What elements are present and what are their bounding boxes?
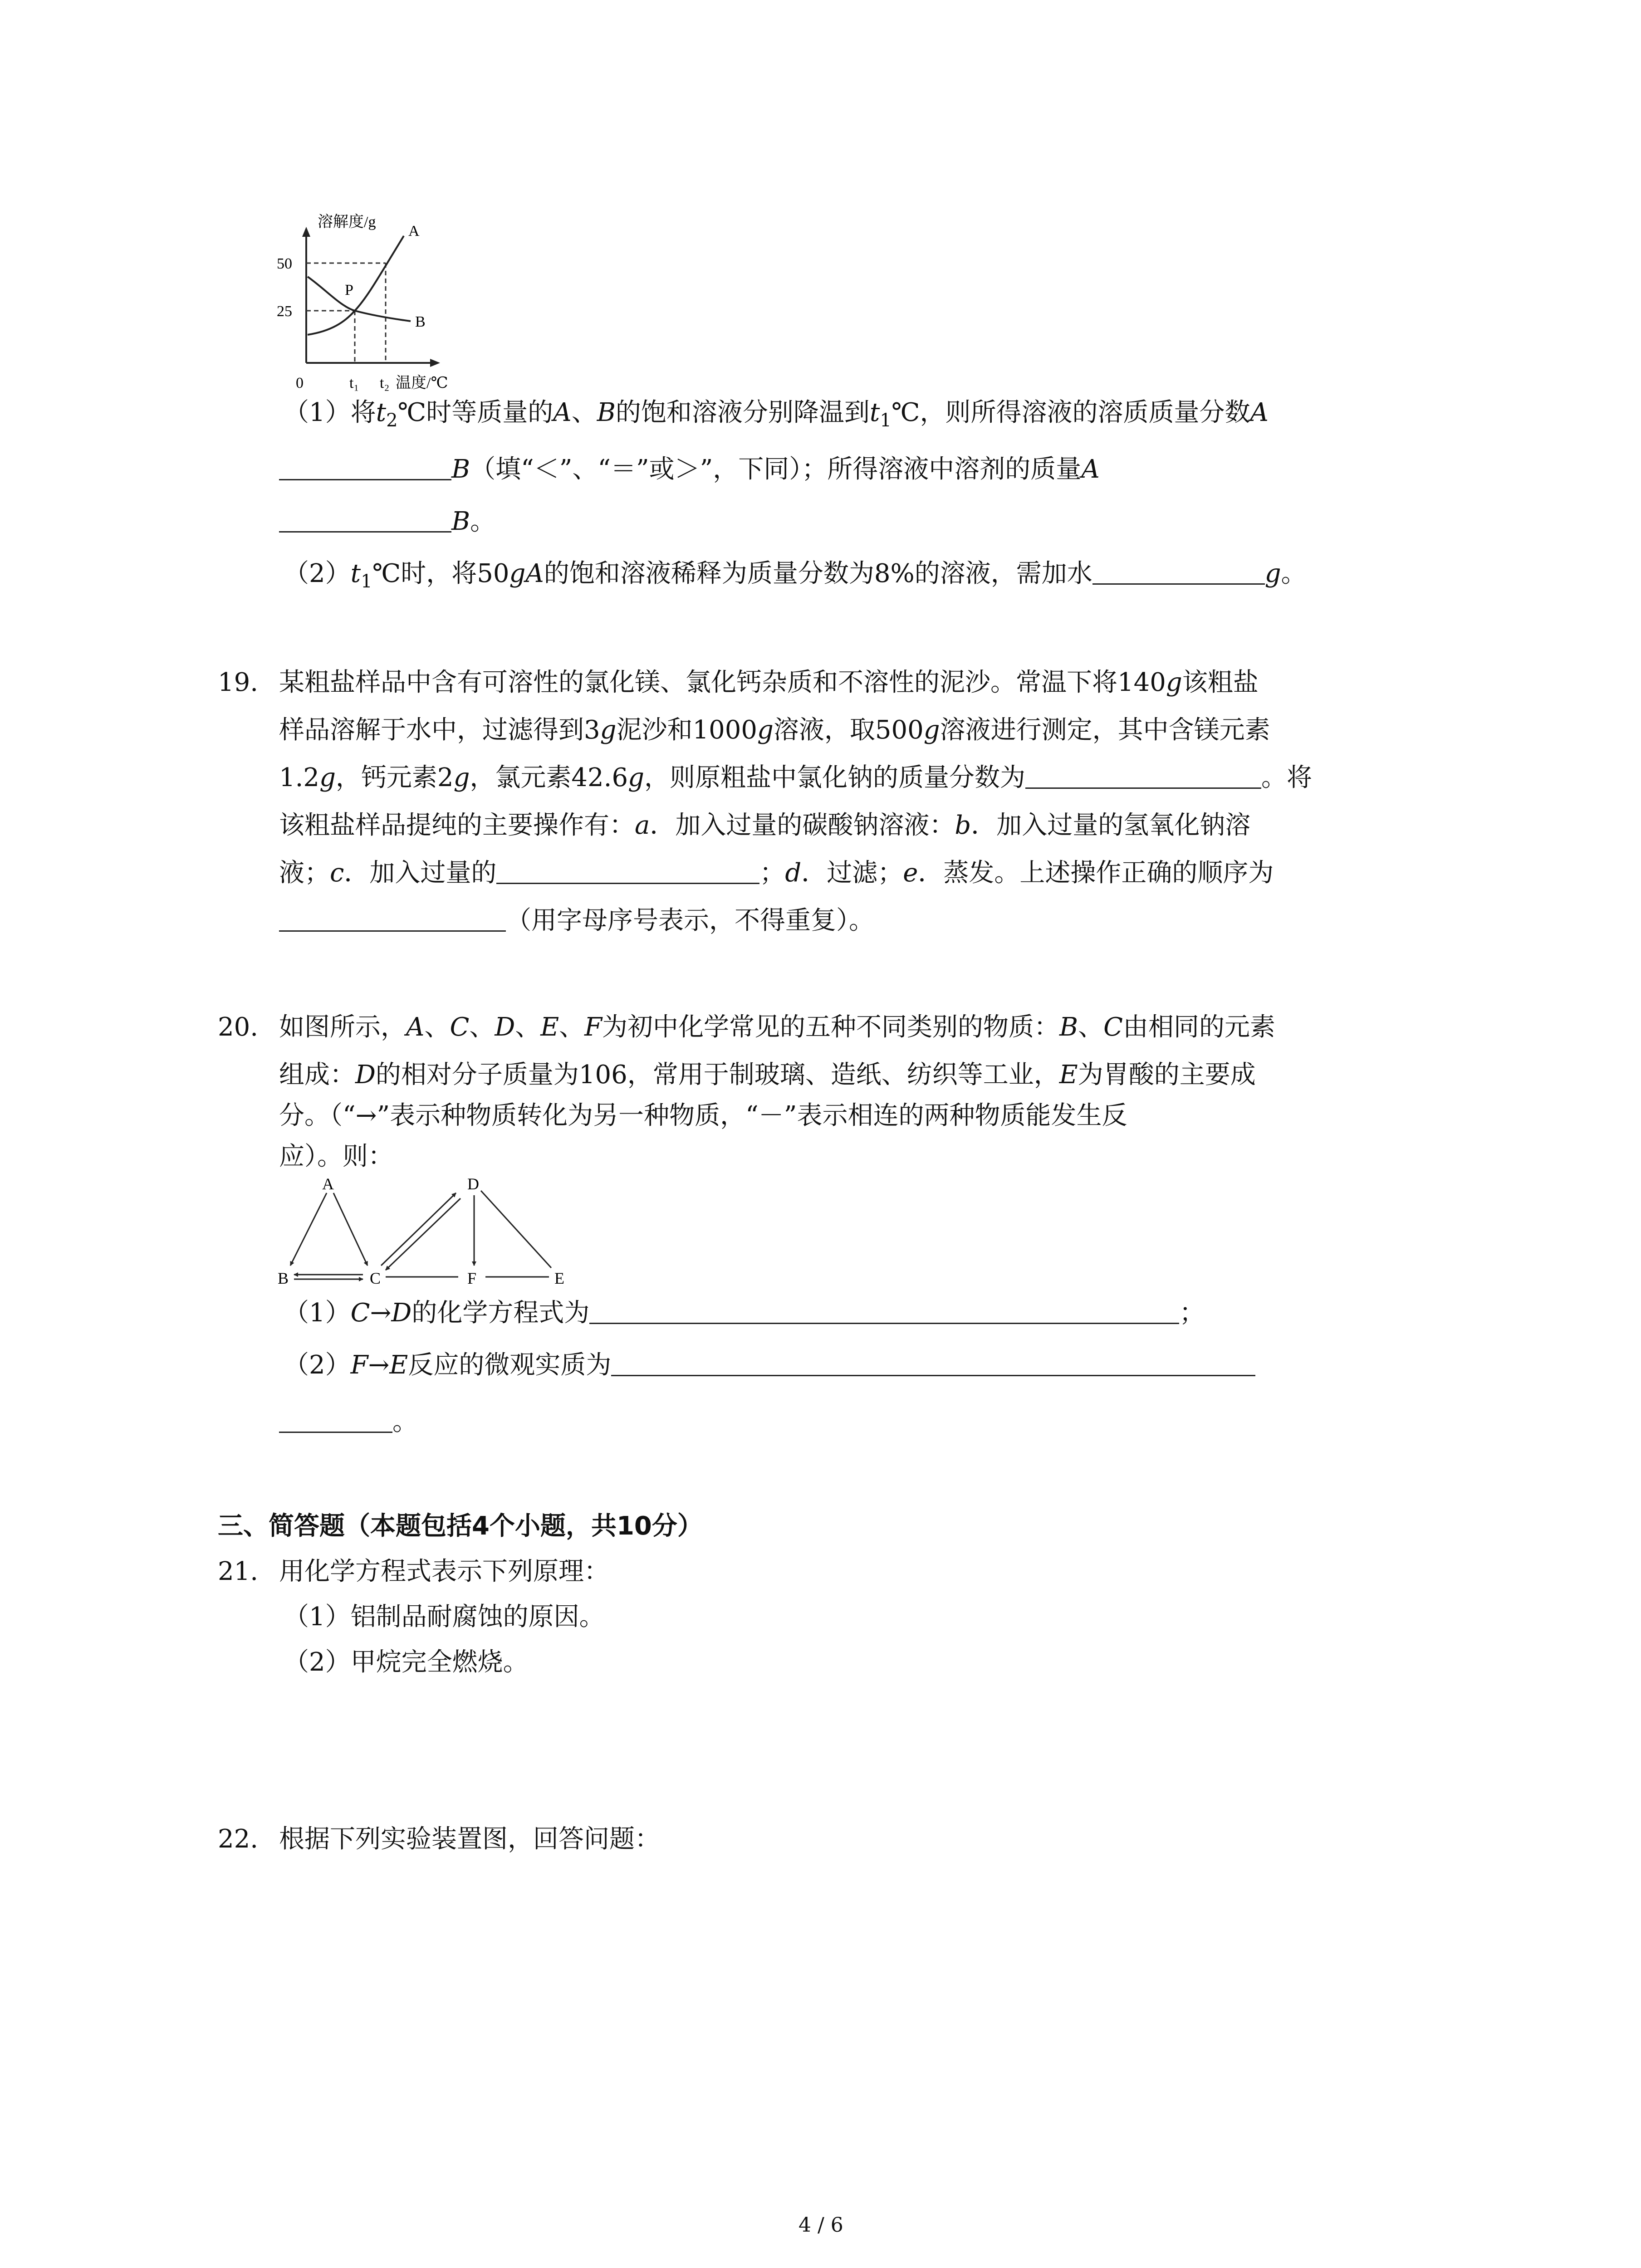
graph-xlabel: 温度/℃ bbox=[396, 375, 448, 391]
section-3-heading: 三、简答题（本题包括4个小题，共10分） bbox=[218, 1511, 703, 1541]
q19-line5: 液；c．加入过量的 ；d．过滤；e．蒸发。上述操作正确的顺序为 bbox=[279, 858, 1274, 888]
q19-line6: （用字母序号表示，不得重复）。 bbox=[279, 903, 874, 939]
graph-ylabel: 溶解度/g bbox=[318, 214, 376, 230]
node-b: B bbox=[278, 1269, 289, 1287]
answer-blank-q20-3[interactable] bbox=[279, 1406, 392, 1433]
q18-part1-line1: （1）将$t_2℃$时等质量的A、B的饱和溶液分别降温到$t_1℃$，则所得溶液的溶质质量分数A bbox=[284, 398, 1269, 431]
arrow-c-to-d bbox=[381, 1193, 456, 1266]
q21-part1: （1）铝制品耐腐蚀的原因。 bbox=[284, 1602, 605, 1632]
q19-line4: 该粗盐样品提纯的主要操作有：a．加入过量的碳酸钠溶液：b．加入过量的氢氧化钠溶 bbox=[279, 811, 1251, 840]
graph-point-label: P bbox=[345, 282, 353, 298]
node-c: C bbox=[370, 1269, 381, 1287]
answer-blank-q20-1[interactable] bbox=[589, 1297, 1179, 1324]
node-d: D bbox=[467, 1175, 479, 1193]
arrow-a-to-b bbox=[290, 1193, 327, 1266]
node-a: A bbox=[322, 1175, 334, 1193]
answer-blank-q18-2[interactable] bbox=[279, 506, 451, 533]
q18-part1-line2: B（填“＜”、“＝”或＞”，下同）；所得溶液中溶剂的质量A bbox=[279, 451, 1100, 488]
q21-stem: 用化学方程式表示下列原理： bbox=[279, 1557, 609, 1586]
answer-blank-q19-2[interactable] bbox=[496, 857, 759, 884]
curve-b bbox=[308, 277, 411, 321]
y-axis-arrow bbox=[302, 227, 310, 237]
answer-blank-q19-1[interactable] bbox=[1025, 762, 1261, 789]
graph-xtick-t1: t₁ bbox=[349, 375, 359, 391]
q20-part2-cont: 。 bbox=[279, 1404, 418, 1440]
q22-number: 22. bbox=[218, 1824, 259, 1854]
page-number: 4 / 6 bbox=[798, 2214, 843, 2237]
answer-blank-q20-2[interactable] bbox=[611, 1349, 1255, 1376]
graph-ytick-50: 50 bbox=[277, 255, 292, 272]
q19-line1: 某粗盐样品中含有可溶性的氯化镁、氯化钙杂质和不溶性的泥沙。常温下将140g该粗盐 bbox=[279, 668, 1259, 697]
q20-number: 20. bbox=[218, 1012, 259, 1042]
q20-line2: 组成：D的相对分子质量为106，常用于制玻璃、造纸、纺织等工业，E为胃酸的主要成 bbox=[279, 1060, 1256, 1090]
graph-curve-b-label: B bbox=[415, 313, 426, 330]
node-f: F bbox=[467, 1269, 477, 1287]
line-d-e bbox=[481, 1191, 551, 1268]
answer-blank-q19-3[interactable] bbox=[279, 905, 506, 932]
arrow-a-to-c bbox=[333, 1193, 367, 1266]
q20-part1: （1）C→D的化学方程式为 ； bbox=[284, 1298, 1205, 1328]
q22-stem: 根据下列实验装置图，回答问题： bbox=[279, 1824, 660, 1854]
q21-part2: （2）甲烷完全燃烧。 bbox=[284, 1647, 529, 1677]
q21-number: 21. bbox=[218, 1557, 259, 1586]
arrow-d-to-c bbox=[386, 1198, 460, 1270]
substance-relationship-diagram bbox=[277, 1175, 585, 1293]
q20-line3: 分。（“→”表示种物质转化为另一种物质，“－”表示相连的两种物质能发生反 bbox=[279, 1101, 1127, 1130]
solubility-graph bbox=[254, 213, 472, 395]
graph-xtick-0: 0 bbox=[296, 375, 304, 391]
graph-ytick-25: 25 bbox=[277, 303, 292, 320]
x-axis-arrow bbox=[430, 359, 440, 367]
curve-a bbox=[308, 236, 404, 335]
q20-line4: 应）。则： bbox=[279, 1142, 393, 1171]
q18-part2: $(2)t_1℃$时，将50gA的饱和溶液稀释为质量分数为8%的溶液，需加水 g。 bbox=[284, 559, 1307, 592]
q19-number: 19. bbox=[218, 668, 259, 697]
node-e: E bbox=[554, 1269, 564, 1287]
q19-line3: 1.2g，钙元素2g，氯元素42.6g，则原粗盐中氯化钠的质量分数为 。将 bbox=[279, 763, 1312, 792]
answer-blank-q18-3[interactable] bbox=[1092, 558, 1265, 585]
q18-part1-line3: B。 bbox=[279, 503, 495, 540]
q20-line1: 如图所示，A、C、D、E、F为初中化学常见的五种不同类别的物质：B、C由相同的元素 bbox=[279, 1012, 1275, 1042]
q19-line2: 样品溶解于水中，过滤得到3g泥沙和1000g溶液，取500g溶液进行测定，其中含镁元素 bbox=[279, 715, 1270, 745]
q20-part2: （2）F→E反应的微观实质为 bbox=[284, 1347, 1255, 1383]
graph-xtick-t2: t₂ bbox=[380, 375, 390, 391]
answer-blank-q18-1[interactable] bbox=[279, 454, 451, 480]
graph-curve-a-label: A bbox=[408, 223, 420, 240]
